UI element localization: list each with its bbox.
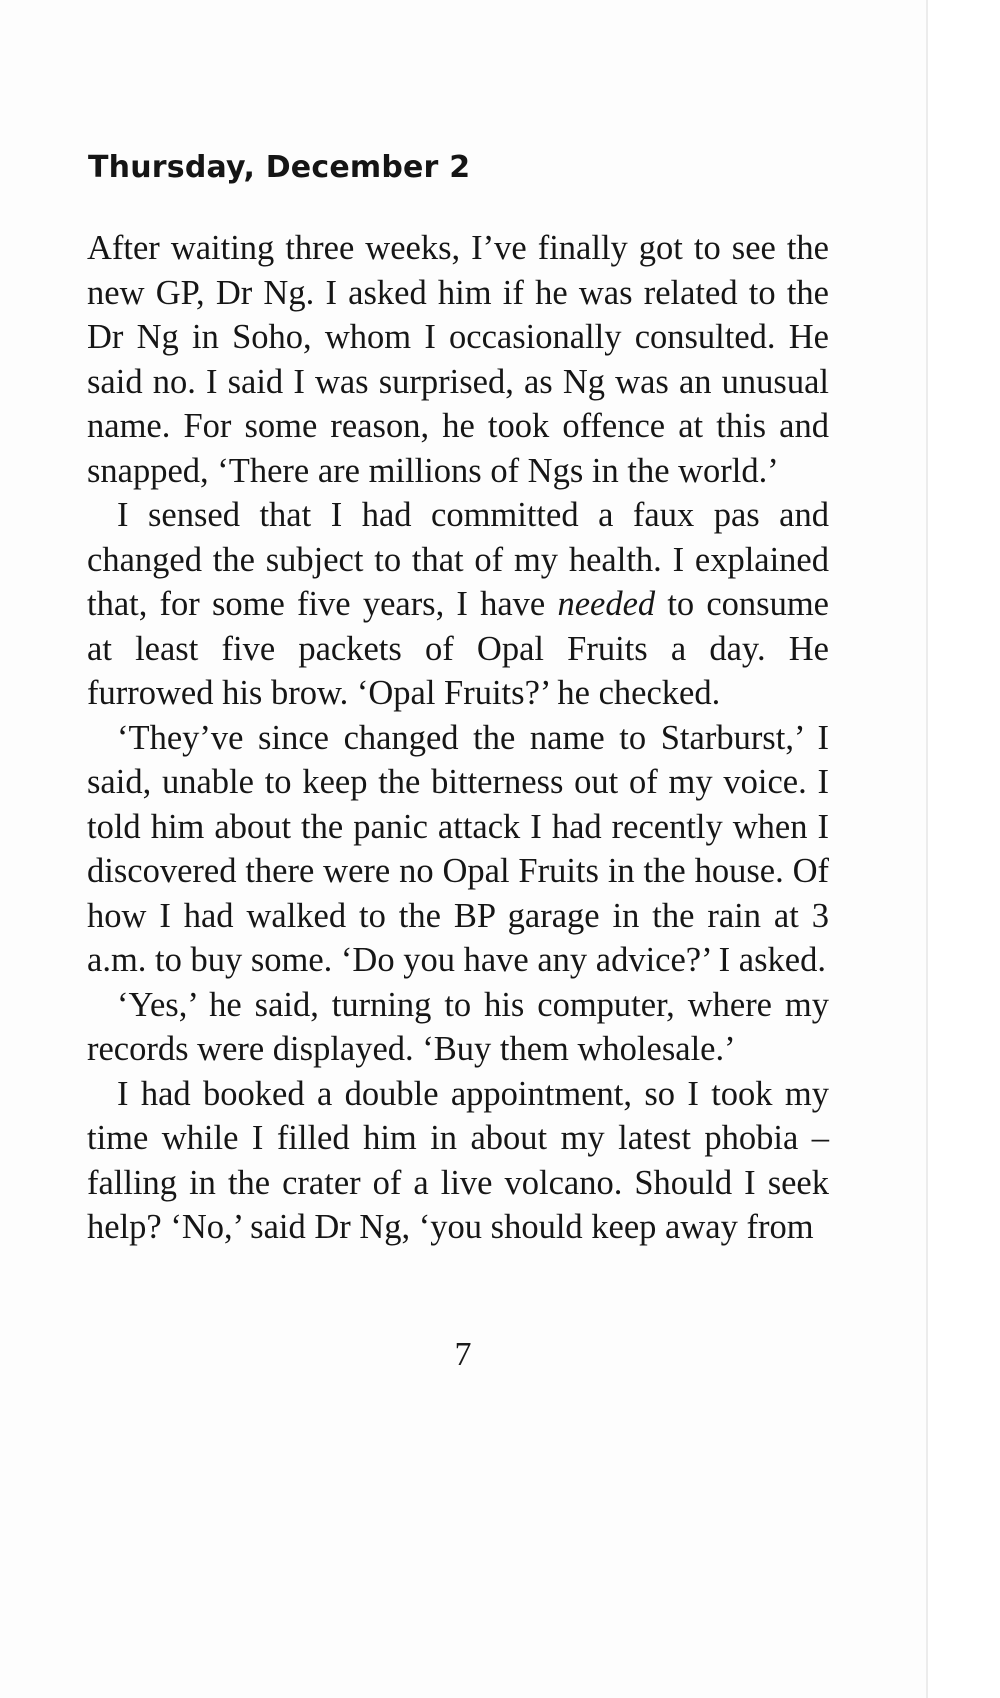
paragraph-1: After waiting three weeks, I’ve finally got to see the new GP, Dr Ng. I asked him if he was related to the Dr Ng in Soho, whom I occasionally consulted. He said no. I said I was surprised, as Ng was an unusual name. For some reason, he took offence at this and snapped, ‘There are millions of Ngs in the world.’ — [87, 229, 829, 490]
paragraph-2 — [87, 493, 829, 716]
page-number: 7 — [454, 1336, 472, 1373]
paragraph-2-start: I sensed that I had committed a faux pas and changed the subject to that of my health. I explained that, for some five years, I have — [87, 496, 829, 623]
paragraph-5: I had booked a double appointment, so I took my time while I filled him in about my latest phobia – falling in the crater of a live volcano. Should I seek help? ‘No,’ said Dr Ng, ‘you should keep away from — [87, 1074, 829, 1246]
diary-entry-heading: Thursday, December 2 — [88, 150, 471, 185]
emphasized-word: needed — [557, 585, 656, 623]
paragraph-3: ‘They’ve since changed the name to Starburst,’ I said, unable to keep the bitterness out of my voice. I told him about the panic attack I had recently when I discovered there were no Opal Fruits in the house. Of how I had walked to the BP garage in the rain at 3 a.m. to buy some. ‘Do you have any advice?’ I asked. — [87, 718, 829, 979]
body-text — [87, 226, 829, 1250]
paragraph-2-end: to consume at least five packets of Opal Fruits a day. He furrowed his brow. ‘Opal Fruits?’ he checked. — [87, 585, 829, 712]
paragraph-4: ‘Yes,’ he said, turning to his computer, where my records were displayed. ‘Buy them wholesale.’ — [87, 985, 829, 1068]
